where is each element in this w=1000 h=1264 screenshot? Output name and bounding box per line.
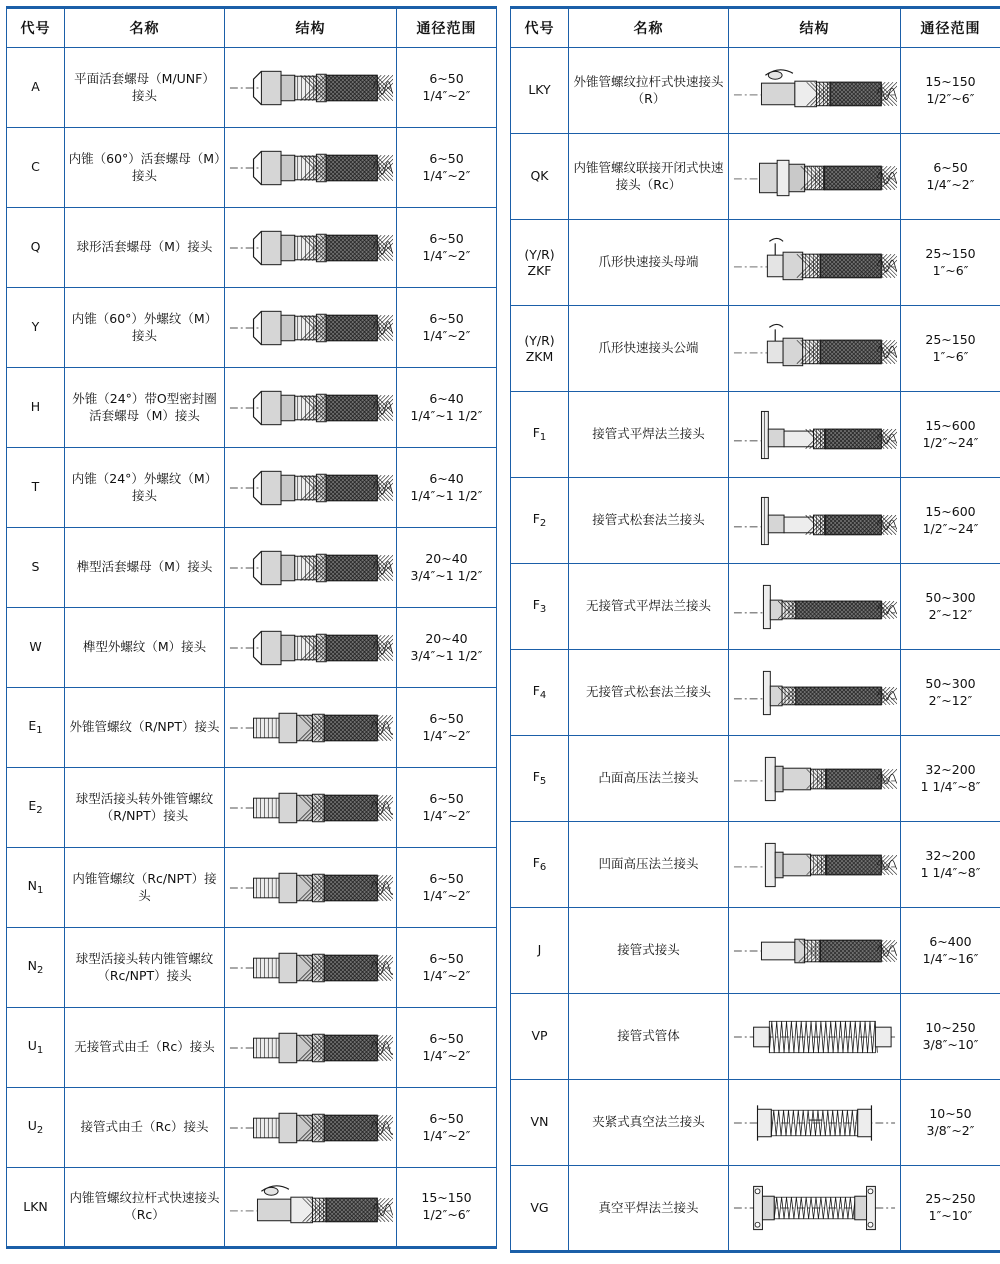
- cell-structure-diagram: [225, 128, 397, 208]
- cell-code: $F_5$: [511, 736, 569, 822]
- cell-name: 内锥（24°）外螺纹（M）接头: [65, 448, 225, 528]
- cell-diameter-range: [901, 736, 1000, 822]
- cell-code: W: [7, 608, 65, 688]
- cell-code: H: [7, 368, 65, 448]
- range-mm: 6~50: [429, 1110, 464, 1126]
- left-spec-table: [6, 6, 497, 1249]
- cell-structure-diagram: [225, 848, 397, 928]
- cell-structure-diagram: [225, 368, 397, 448]
- column-header-structure: 结构: [225, 8, 397, 48]
- range-inch: 1/4″~16″: [922, 950, 979, 966]
- cell-diameter-range: [397, 288, 497, 368]
- table-row: [511, 306, 1000, 392]
- cell-diameter-range: [397, 768, 497, 848]
- range-inch: 3/4″~1 1/2″: [410, 647, 483, 663]
- cell-code: VP: [511, 994, 569, 1080]
- cell-name: 接管式接头: [569, 908, 729, 994]
- table-row: [7, 368, 497, 448]
- table-row: [511, 994, 1000, 1080]
- cell-name: 内锥管螺纹联接开闭式快速接头（Rc）: [569, 134, 729, 220]
- table-row: [511, 478, 1000, 564]
- cell-diameter-range: [901, 306, 1000, 392]
- range-mm: 32~200: [925, 761, 976, 777]
- range-inch: 1 1/4″~8″: [920, 778, 981, 794]
- cell-code: $F_6$: [511, 822, 569, 908]
- cell-structure-diagram: [729, 134, 901, 220]
- table-row: [7, 928, 497, 1008]
- cell-code: LKN: [7, 1168, 65, 1248]
- table-row: [511, 736, 1000, 822]
- range-inch: 1/2″~6″: [926, 90, 975, 106]
- cell-structure-diagram: [225, 288, 397, 368]
- range-mm: 6~400: [929, 933, 972, 949]
- cell-structure-diagram: [225, 208, 397, 288]
- cell-diameter-range: [901, 478, 1000, 564]
- cell-code: A: [7, 48, 65, 128]
- cell-structure-diagram: [729, 220, 901, 306]
- range-mm: 6~50: [429, 870, 464, 886]
- cell-structure-diagram: [225, 48, 397, 128]
- cell-diameter-range: [397, 528, 497, 608]
- range-mm: 20~40: [425, 550, 468, 566]
- table-row: [511, 822, 1000, 908]
- table-row: [511, 392, 1000, 478]
- cell-code: VN: [511, 1080, 569, 1166]
- cell-name: 榫型外螺纹（M）接头: [65, 608, 225, 688]
- cell-structure-diagram: [729, 908, 901, 994]
- cell-diameter-range: [901, 908, 1000, 994]
- cell-diameter-range: [901, 392, 1000, 478]
- table-row: [7, 448, 497, 528]
- header-row: [511, 8, 1000, 48]
- cell-name: 外锥管螺纹拉杆式快速接头（R）: [569, 48, 729, 134]
- table-row: [511, 134, 1000, 220]
- range-mm: 6~50: [429, 790, 464, 806]
- cell-structure-diagram: [729, 392, 901, 478]
- cell-name: 接管式管体: [569, 994, 729, 1080]
- cell-diameter-range: [397, 608, 497, 688]
- cell-name: 球型活接头转外锥管螺纹（R/NPT）接头: [65, 768, 225, 848]
- table-row: [7, 768, 497, 848]
- right-table-header: [511, 8, 1000, 48]
- table-row: [511, 564, 1000, 650]
- cell-code: C: [7, 128, 65, 208]
- cell-structure-diagram: [225, 688, 397, 768]
- range-inch: 2″~12″: [928, 692, 973, 708]
- cell-name: 凸面高压法兰接头: [569, 736, 729, 822]
- cell-diameter-range: [901, 822, 1000, 908]
- cell-code: $F_3$: [511, 564, 569, 650]
- range-mm: 32~200: [925, 847, 976, 863]
- cell-code: QK: [511, 134, 569, 220]
- cell-name: 榫型活套螺母（M）接头: [65, 528, 225, 608]
- cell-structure-diagram: [729, 736, 901, 822]
- cell-diameter-range: [397, 208, 497, 288]
- cell-code: $N_2$: [7, 928, 65, 1008]
- cell-structure-diagram: [225, 768, 397, 848]
- cell-structure-diagram: [729, 48, 901, 134]
- range-mm: 15~600: [925, 417, 976, 433]
- range-mm: 6~40: [429, 390, 464, 406]
- table-row: [7, 128, 497, 208]
- cell-structure-diagram: [225, 928, 397, 1008]
- range-mm: 6~40: [429, 470, 464, 486]
- cell-structure-diagram: [729, 564, 901, 650]
- range-inch: 1/4″~2″: [422, 1127, 471, 1143]
- table-row: [7, 208, 497, 288]
- range-inch: 1″~10″: [928, 1208, 973, 1223]
- cell-diameter-range: [901, 650, 1000, 736]
- range-mm: 6~50: [429, 70, 464, 86]
- column-header-name: 名称: [569, 8, 729, 48]
- table-row: [7, 1168, 497, 1248]
- range-mm: 15~150: [421, 1190, 472, 1206]
- column-header-structure: 结构: [729, 8, 901, 48]
- cell-diameter-range: [901, 48, 1000, 134]
- column-header-code: 代号: [511, 8, 569, 48]
- cell-code: J: [511, 908, 569, 994]
- cell-code: $N_1$: [7, 848, 65, 928]
- cell-diameter-range: [397, 448, 497, 528]
- range-inch: 3/8″~10″: [922, 1036, 979, 1052]
- table-row: [7, 288, 497, 368]
- range-inch: 1/4″~2″: [422, 807, 471, 823]
- range-mm: 25~250: [925, 1191, 976, 1207]
- column-header-code: 代号: [7, 8, 65, 48]
- cell-code: $E_2$: [7, 768, 65, 848]
- cell-structure-diagram: [225, 608, 397, 688]
- column-header-name: 名称: [65, 8, 225, 48]
- cell-code: $U_2$: [7, 1088, 65, 1168]
- range-mm: 50~300: [925, 589, 976, 605]
- cell-diameter-range: [901, 1166, 1000, 1252]
- cell-diameter-range: [397, 1088, 497, 1168]
- range-inch: 1/4″~1 1/2″: [410, 487, 483, 503]
- range-inch: 1/4″~2″: [422, 247, 471, 263]
- range-mm: 20~40: [425, 630, 468, 646]
- cell-code: LKY: [511, 48, 569, 134]
- cell-diameter-range: [901, 1080, 1000, 1166]
- cell-name: 无接管式松套法兰接头: [569, 650, 729, 736]
- cell-structure-diagram: [729, 994, 901, 1080]
- cell-structure-diagram: [225, 528, 397, 608]
- cell-structure-diagram: [225, 448, 397, 528]
- cell-code: (Y/R) ZKF: [511, 220, 569, 306]
- cell-name: 球形活套螺母（M）接头: [65, 208, 225, 288]
- cell-code: (Y/R) ZKM: [511, 306, 569, 392]
- cell-code: $U_1$: [7, 1008, 65, 1088]
- header-row: [7, 8, 497, 48]
- left-table-header: [7, 8, 497, 48]
- cell-name: 无接管式平焊法兰接头: [569, 564, 729, 650]
- range-inch: 1/4″~2″: [422, 1047, 471, 1063]
- cell-name: 内锥管螺纹拉杆式快速接头（Rc）: [65, 1168, 225, 1248]
- cell-structure-diagram: [225, 1168, 397, 1248]
- cell-diameter-range: [397, 48, 497, 128]
- cell-diameter-range: [901, 994, 1000, 1080]
- cell-name: 平面活套螺母（M/UNF）接头: [65, 48, 225, 128]
- right-table-wrap: [510, 6, 1000, 1258]
- left-table-body: [7, 48, 497, 1248]
- table-row: [511, 1166, 1000, 1252]
- cell-name: 无接管式由壬（Rc）接头: [65, 1008, 225, 1088]
- range-inch: 1/4″~2″: [422, 967, 471, 983]
- range-inch: 3/8″~2″: [926, 1122, 975, 1138]
- cell-name: 接管式由壬（Rc）接头: [65, 1088, 225, 1168]
- table-row: [511, 650, 1000, 736]
- range-mm: 10~250: [925, 1019, 976, 1035]
- cell-structure-diagram: [729, 822, 901, 908]
- range-inch: 1/4″~1 1/2″: [410, 407, 483, 423]
- cell-structure-diagram: [225, 1088, 397, 1168]
- cell-code: $F_2$: [511, 478, 569, 564]
- cell-diameter-range: [397, 1168, 497, 1248]
- cell-diameter-range: [397, 1008, 497, 1088]
- range-inch: 3/4″~1 1/2″: [410, 567, 483, 583]
- cell-code: VG: [511, 1166, 569, 1252]
- cell-code: $F_1$: [511, 392, 569, 478]
- table-row: [511, 220, 1000, 306]
- range-mm: 25~150: [925, 245, 976, 261]
- table-row: [7, 1008, 497, 1088]
- cell-name: 爪形快速接头母端: [569, 220, 729, 306]
- cell-code: S: [7, 528, 65, 608]
- table-row: [7, 608, 497, 688]
- cell-name: 内锥管螺纹（Rc/NPT）接头: [65, 848, 225, 928]
- right-spec-table: [510, 6, 1000, 1253]
- cell-diameter-range: [397, 688, 497, 768]
- range-mm: 6~50: [429, 150, 464, 166]
- cell-name: 接管式平焊法兰接头: [569, 392, 729, 478]
- cell-name: 内锥（60°）活套螺母（M）接头: [65, 128, 225, 208]
- range-inch: 1/4″~2″: [422, 87, 471, 103]
- left-table-wrap: [6, 6, 496, 1258]
- cell-name: 外锥管螺纹（R/NPT）接头: [65, 688, 225, 768]
- cell-name: 球型活接头转内锥管螺纹（Rc/NPT）接头: [65, 928, 225, 1008]
- cell-name: 凹面高压法兰接头: [569, 822, 729, 908]
- range-mm: 6~50: [429, 950, 464, 966]
- cell-code: T: [7, 448, 65, 528]
- range-inch: 1/4″~2″: [422, 887, 471, 903]
- cell-structure-diagram: [729, 478, 901, 564]
- range-mm: 6~50: [429, 310, 464, 326]
- cell-name: 夹紧式真空法兰接头: [569, 1080, 729, 1166]
- column-header-range: 通径范围: [901, 8, 1000, 48]
- cell-name: 真空平焊法兰接头: [569, 1166, 729, 1252]
- cell-code: Q: [7, 208, 65, 288]
- range-inch: 1/4″~2″: [422, 727, 471, 743]
- cell-code: Y: [7, 288, 65, 368]
- cell-name: 接管式松套法兰接头: [569, 478, 729, 564]
- range-mm: 6~50: [429, 230, 464, 246]
- cell-diameter-range: [397, 368, 497, 448]
- range-mm: 50~300: [925, 675, 976, 691]
- range-inch: 1/4″~2″: [422, 327, 471, 343]
- range-mm: 6~50: [429, 1030, 464, 1046]
- cell-code: $F_4$: [511, 650, 569, 736]
- cell-diameter-range: [901, 220, 1000, 306]
- table-row: [511, 908, 1000, 994]
- range-mm: 6~50: [429, 710, 464, 726]
- range-inch: 1″~6″: [932, 262, 969, 278]
- cell-structure-diagram: [729, 306, 901, 392]
- cell-diameter-range: [901, 564, 1000, 650]
- cell-name: 爪形快速接头公端: [569, 306, 729, 392]
- table-row: [7, 688, 497, 768]
- column-header-range: 通径范围: [397, 8, 497, 48]
- cell-code: $E_1$: [7, 688, 65, 768]
- cell-diameter-range: [397, 848, 497, 928]
- cell-structure-diagram: [729, 1080, 901, 1166]
- table-row: [511, 1080, 1000, 1166]
- range-mm: 15~150: [925, 73, 976, 89]
- range-mm: 6~50: [933, 159, 968, 175]
- cell-structure-diagram: [729, 1166, 901, 1252]
- cell-structure-diagram: [225, 1008, 397, 1088]
- range-inch: 1/4″~2″: [422, 167, 471, 183]
- range-inch: 1/4″~2″: [926, 176, 975, 192]
- cell-structure-diagram: [729, 650, 901, 736]
- range-mm: 25~150: [925, 331, 976, 347]
- table-row: [511, 48, 1000, 134]
- range-inch: 1″~6″: [932, 348, 969, 364]
- table-row: [7, 528, 497, 608]
- range-mm: 15~600: [925, 503, 976, 519]
- range-mm: 10~50: [929, 1105, 972, 1121]
- cell-name: 内锥（60°）外螺纹（M）接头: [65, 288, 225, 368]
- table-row: [7, 848, 497, 928]
- range-inch: 1/2″~6″: [422, 1207, 471, 1222]
- range-inch: 1/2″~24″: [922, 434, 979, 450]
- range-inch: 1 1/4″~8″: [920, 864, 981, 880]
- range-inch: 2″~12″: [928, 606, 973, 622]
- table-row: [7, 1088, 497, 1168]
- cell-diameter-range: [901, 134, 1000, 220]
- table-row: [7, 48, 497, 128]
- right-table-body: [511, 48, 1000, 1252]
- range-inch: 1/2″~24″: [922, 520, 979, 536]
- cell-diameter-range: [397, 928, 497, 1008]
- cell-diameter-range: [397, 128, 497, 208]
- cell-name: 外锥（24°）带O型密封圈活套螺母（M）接头: [65, 368, 225, 448]
